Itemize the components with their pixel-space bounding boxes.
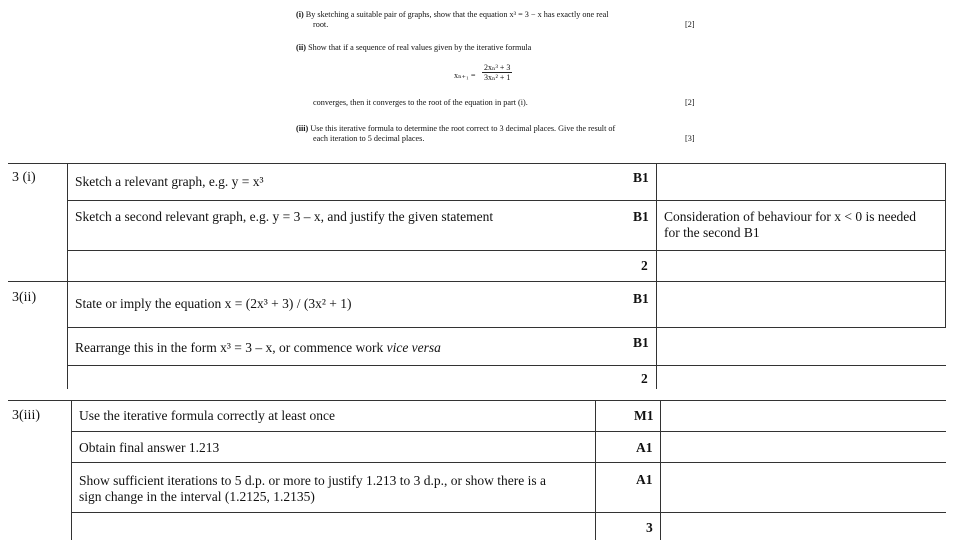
formula-lhs: xₙ₊₁ = [454,71,476,80]
part-i-line1: By sketching a suitable pair of graphs, show that the equation x³ = 3 − x has exactly one real [305,10,609,19]
part-i-line2: root. [313,19,329,29]
q3i-guidance-line1: Consideration of behaviour for x < 0 is needed [664,209,917,224]
part-iii-marks: [3] [685,134,695,143]
part-iii-line2: each iteration to 5 decimal places. [313,133,425,143]
q3ii-label: 3(ii) [12,290,37,305]
formula-denominator: 3xₙ² + 1 [484,73,511,82]
q3ii-row2-answer-text: Rearrange this in the form x³ = 3 – x, or commence work [75,340,387,355]
part-iii-text [296,124,706,143]
q3i-label: 3 (i) [12,170,36,185]
part-ii-label: (ii) [296,43,307,52]
q3ii-total-mark: 2 [641,371,648,386]
q3iii-label: 3(iii) [12,408,40,423]
part-ii-text [296,43,696,53]
part-i-label: (i) [296,10,304,19]
q3ii-row2-mark: B1 [633,335,649,350]
q3iii-row3-answer [79,473,591,505]
q3iii-row2-answer: Obtain final answer 1.213 [79,440,220,455]
part-ii-intro: Show that if a sequence of real values given by the iterative formula [308,43,532,52]
q3iii-row3-line2: sign change in the interval (1.2125, 1.2135) [79,489,315,504]
part-i-marks: [2] [685,20,695,29]
iterative-formula [482,63,512,82]
q3iii-row2-mark: A1 [636,440,653,455]
q3ii-row1-answer: State or imply the equation x = (2x³ + 3) / (3x² + 1) [75,296,352,311]
part-ii-marks: [2] [685,98,695,107]
formula-numerator: 2xₙ³ + 3 [484,63,511,72]
q3ii-row1-mark: B1 [633,291,649,306]
part-iii-line1: Use this iterative formula to determine the root correct to 3 decimal places. Give the result of [310,124,616,133]
q3i-guidance [664,209,944,241]
q3i-row2-answer: Sketch a second relevant graph, e.g. y = 3 – x, and justify the given statement [75,209,494,224]
q3iii-row3-line1: Show sufficient iterations to 5 d.p. or more to justify 1.213 to 3 d.p., or show there is a [79,473,546,488]
part-iii-label: (iii) [296,124,309,133]
q3i-row1-mark: B1 [633,170,649,185]
q3iii-total-mark: 3 [646,520,653,535]
q3iii-row3-mark: A1 [636,472,653,487]
q3i-guidance-line2: for the second B1 [664,225,760,240]
q3ii-row2-answer [75,340,441,356]
part-i-text [296,10,696,29]
part-ii-after: converges, then it converges to the root of the equation in part (i). [313,98,528,107]
q3iii-row1-mark: M1 [634,408,654,423]
q3i-total-mark: 2 [641,258,648,273]
q3ii-row2-answer-italic: vice versa [386,340,441,355]
q3i-row1-answer: Sketch a relevant graph, e.g. y = x³ [75,174,264,189]
q3iii-row1-answer: Use the iterative formula correctly at least once [79,408,336,423]
q3i-row2-mark: B1 [633,209,649,224]
